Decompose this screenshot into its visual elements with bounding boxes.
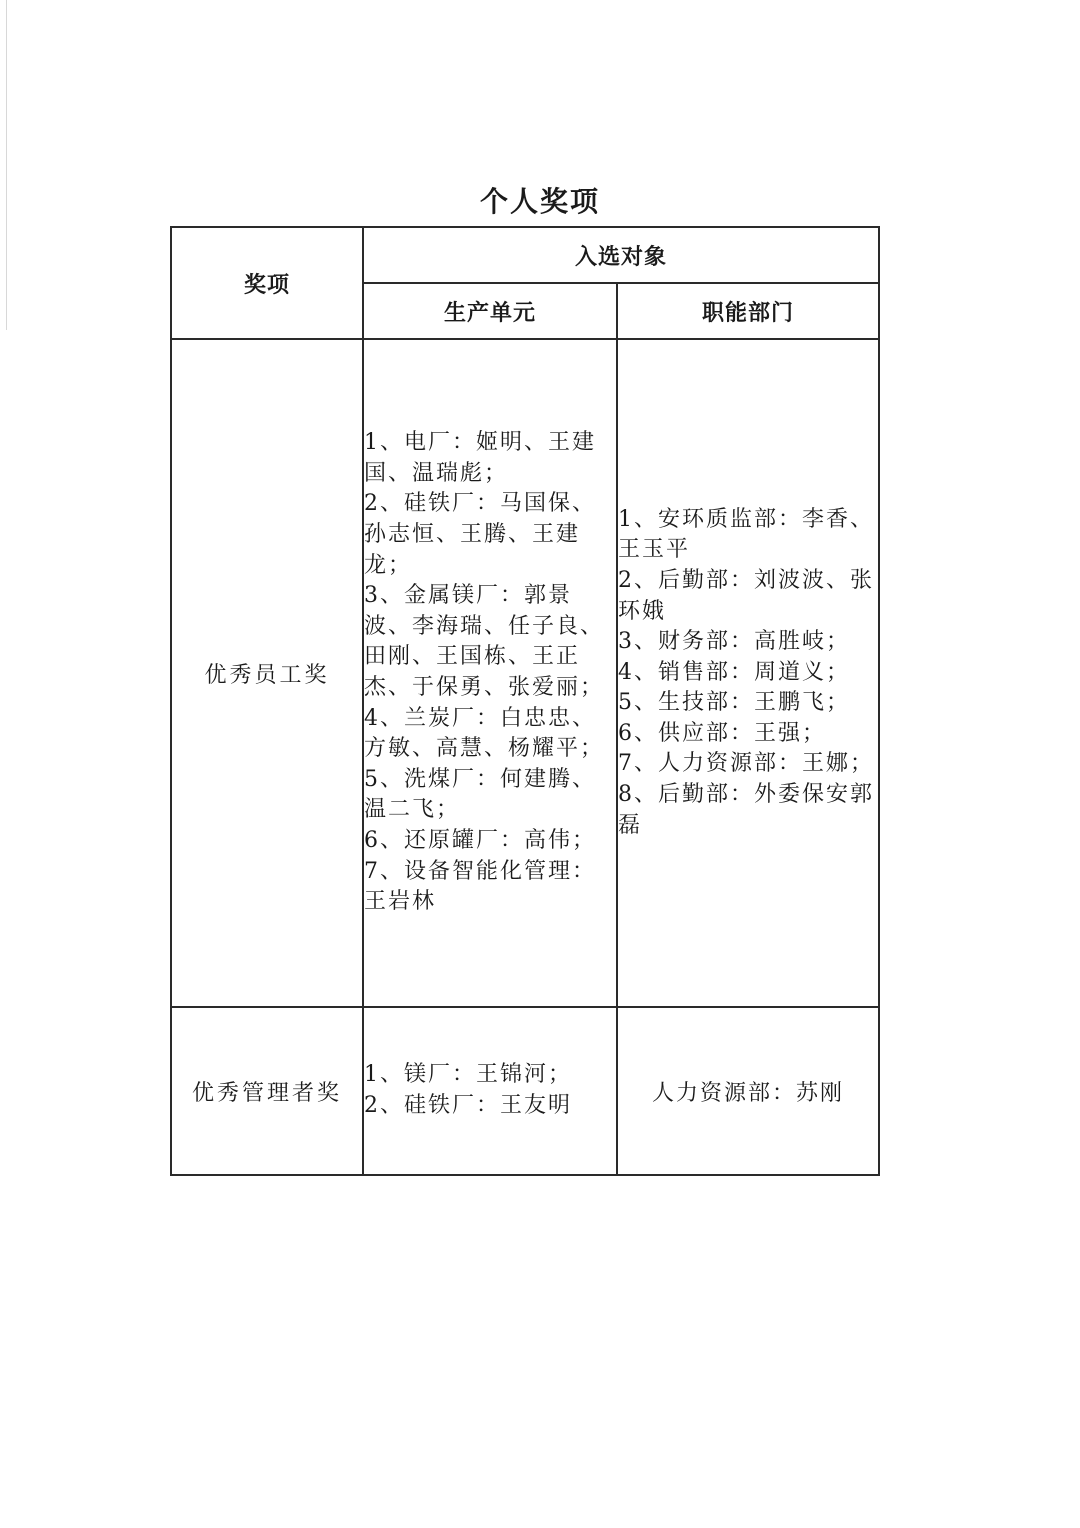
award-table [170, 226, 880, 1176]
table-row [171, 1007, 879, 1175]
list-item: 3、金属镁厂：郭景波、李海瑞、任子良、田刚、王国栋、王正杰、于保勇、张爱丽； [364, 583, 605, 700]
list-item: 2、硅铁厂：王友明 [364, 1093, 572, 1118]
production-cell [363, 1007, 617, 1175]
list-item: 4、销售部：周道义； [618, 659, 850, 685]
list-item: 2、硅铁厂：马国保、孙志恒、王腾、王建龙； [364, 491, 596, 578]
header-selected: 入选对象 [363, 227, 879, 283]
functional-cell [617, 339, 879, 1007]
list-item: 1、电厂：姬明、王建国、温瑞彪； [364, 430, 596, 486]
list-item: 8、后勤部：外委保安郭磊 [618, 782, 874, 838]
page-edge-line [6, 0, 7, 330]
list-item: 3、财务部：高胜岐； [618, 629, 850, 655]
list-item: 6、供应部：王强； [618, 720, 826, 746]
list-item: 7、人力资源部：王娜； [618, 751, 874, 777]
list-item: 1、镁厂：王锦河； [364, 1062, 572, 1088]
header-award: 奖项 [171, 227, 363, 339]
header-production: 生产单元 [363, 283, 617, 339]
production-cell [363, 339, 617, 1007]
award-name-cell: 优秀管理者奖 [171, 1007, 363, 1175]
table-row [171, 339, 879, 1007]
page-title: 个人奖项 [479, 185, 600, 218]
list-item: 7、设备智能化管理：王岩林 [364, 858, 596, 915]
list-item: 5、生技部：王鹏飞； [618, 690, 850, 716]
list-item: 4、兰炭厂：白忠忠、方敏、高慧、杨耀平； [364, 705, 605, 762]
award-name-cell: 优秀员工奖 [171, 339, 363, 1007]
functional-cell: 人力资源部：苏刚 [617, 1007, 879, 1175]
list-item: 2、后勤部：刘波波、张环娥 [618, 567, 874, 624]
list-item: 5、洗煤厂：何建腾、温二飞； [364, 766, 596, 823]
list-item: 1、安环质监部：李香、王玉平 [618, 506, 874, 563]
header-functional: 职能部门 [617, 283, 879, 339]
table-header-row [171, 227, 879, 283]
list-item: 6、还原罐厂：高伟； [364, 827, 596, 853]
